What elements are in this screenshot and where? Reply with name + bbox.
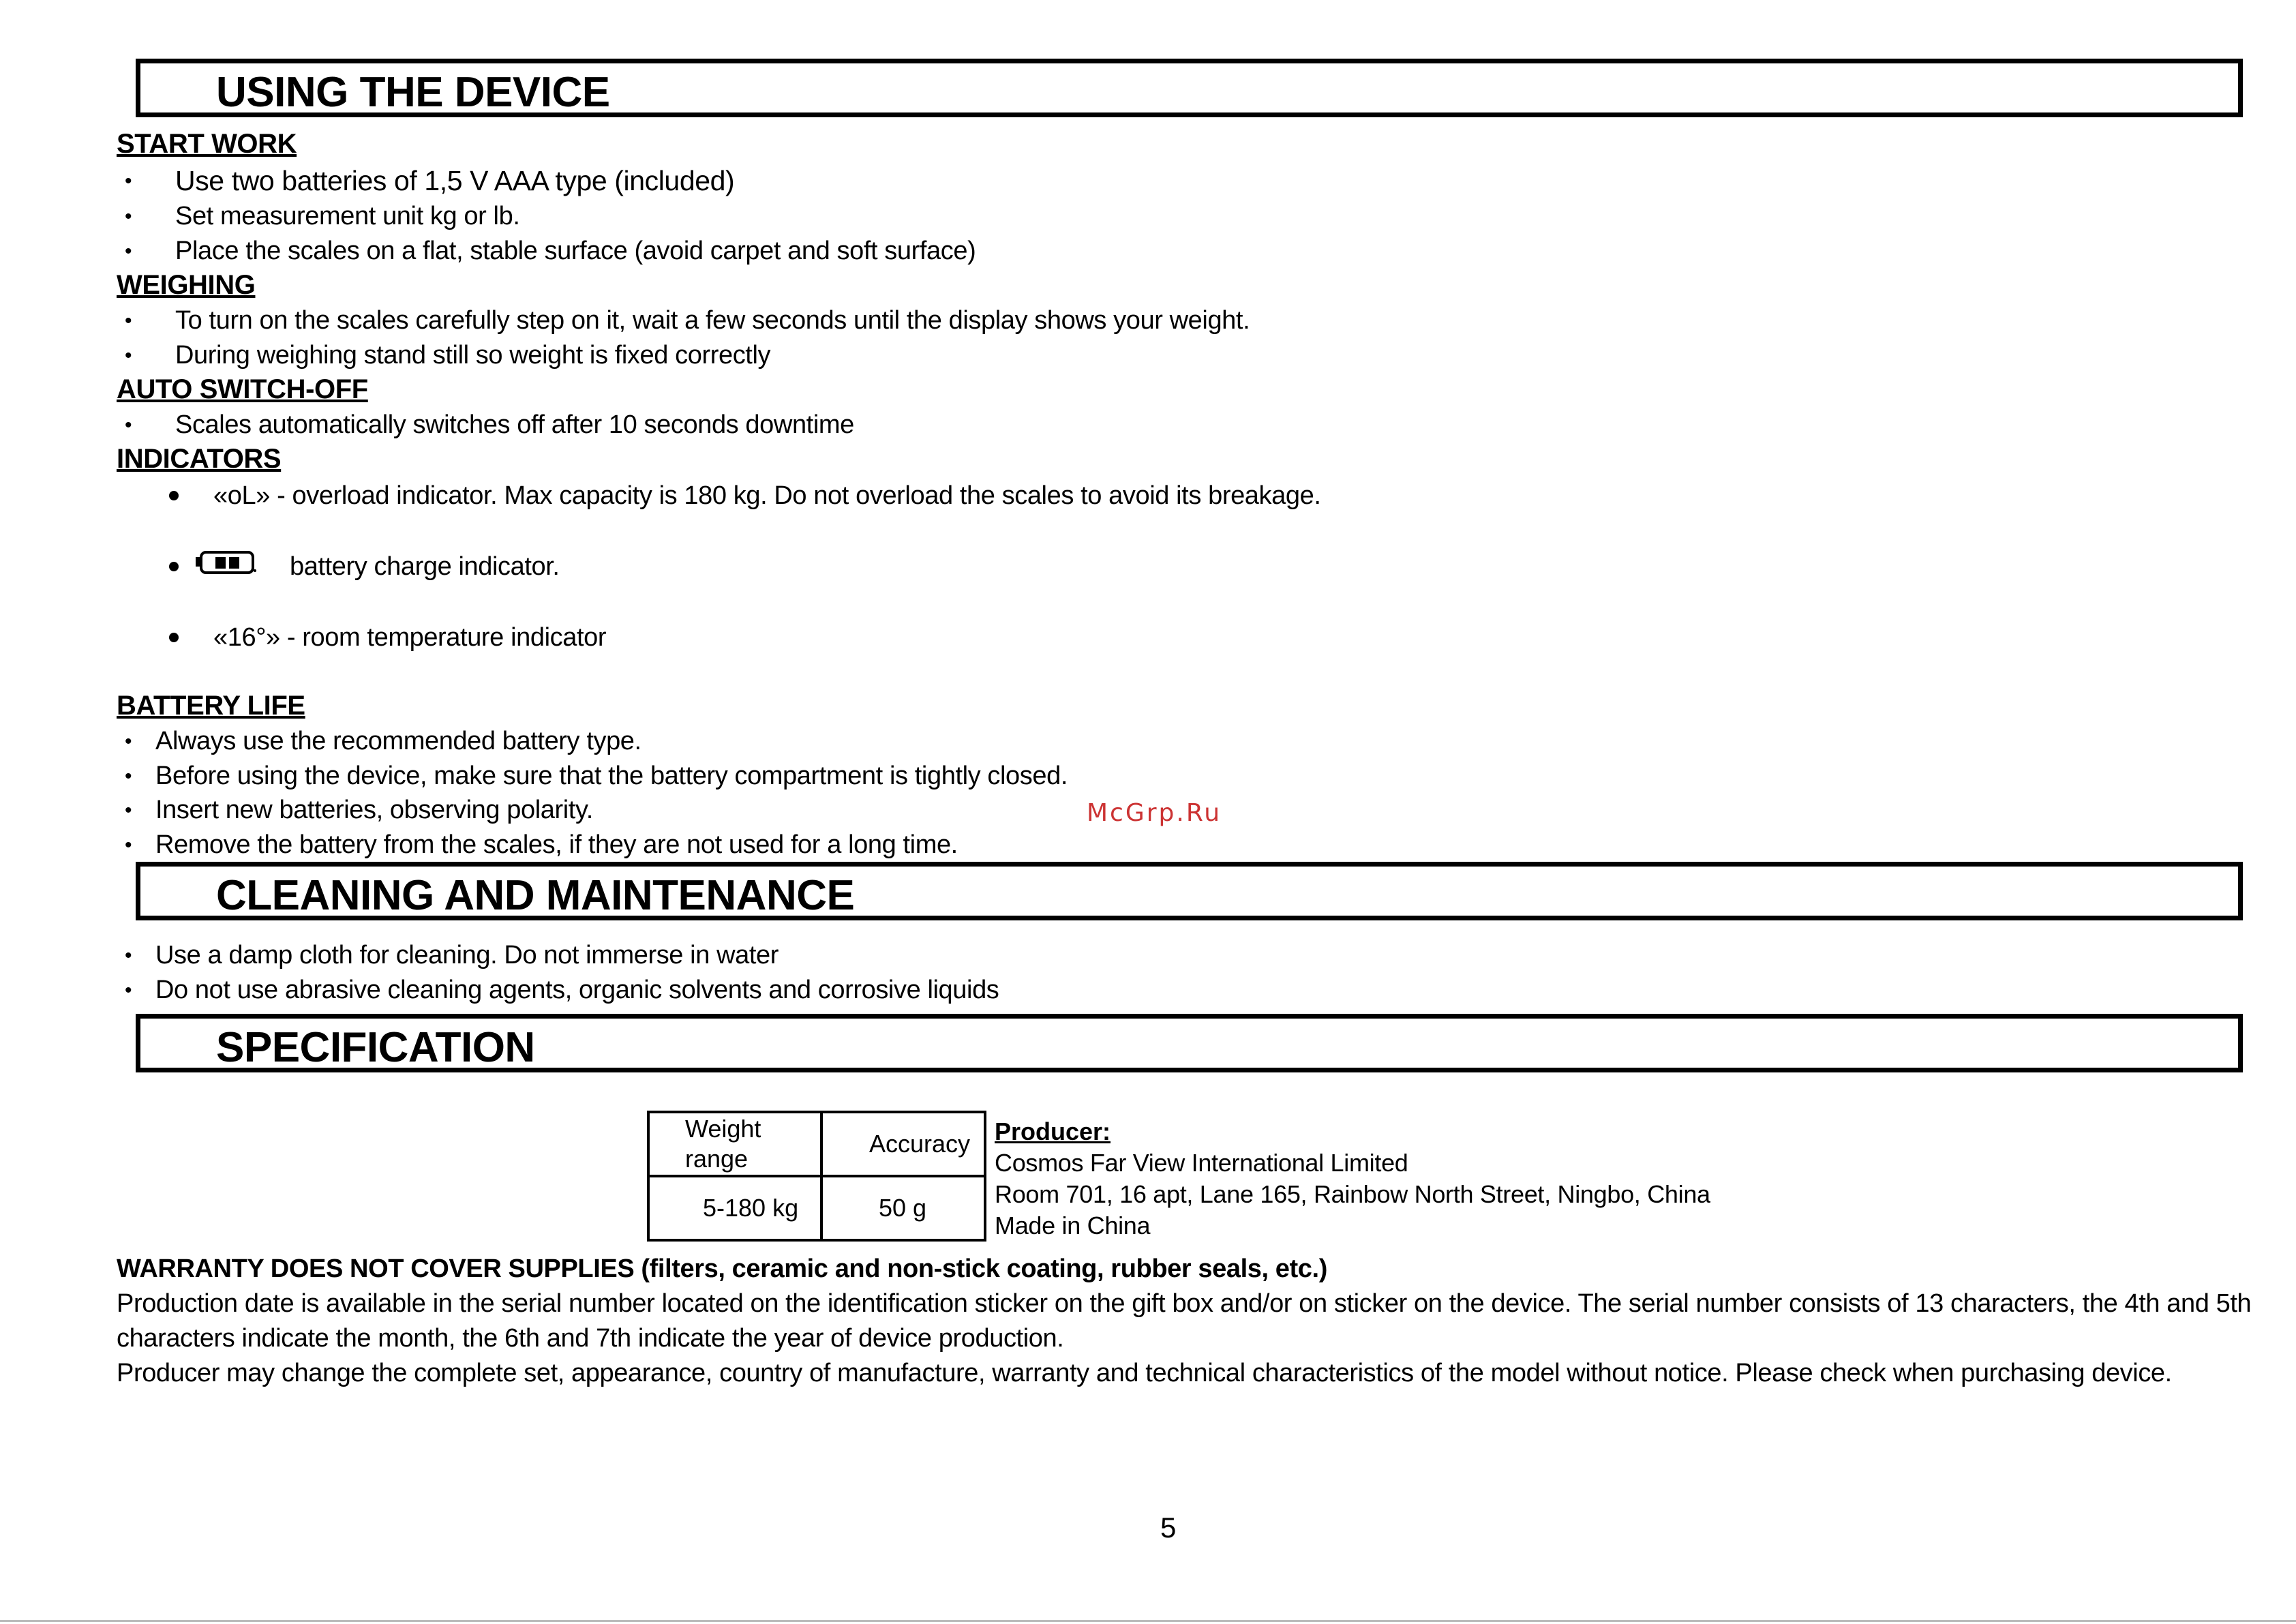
spec-table bbox=[647, 1111, 986, 1242]
watermark: McGrp.Ru bbox=[1087, 799, 1222, 827]
subheading-auto-switch-off: AUTO SWITCH-OFF bbox=[117, 374, 368, 404]
warranty-text: characters indicate the month, the 6th and 7th indicate the year of device production. bbox=[117, 1324, 1064, 1353]
table-row bbox=[648, 1112, 985, 1176]
section-header-specification bbox=[136, 1014, 2243, 1072]
list-item: Always use the recommended battery type. bbox=[155, 727, 641, 755]
producer-line: Room 701, 16 apt, Lane 165, Rainbow North Street, Ningbo, China bbox=[995, 1180, 1710, 1208]
table-row bbox=[648, 1176, 985, 1240]
bullet: • bbox=[125, 765, 132, 787]
list-item: To turn on the scales carefully step on it, wait a few seconds until the display shows your weight. bbox=[175, 306, 1250, 335]
table-header-text: Accuracy bbox=[868, 1130, 970, 1158]
warranty-text: Production date is available in the serial number located on the identification sticker on the gift box and/or on sticker on the device. The serial number consists of 13 characters, the 4th and 5th bbox=[117, 1289, 2252, 1318]
section-title: USING THE DEVICE bbox=[216, 69, 610, 116]
section-header-cleaning bbox=[136, 862, 2243, 920]
bullet: • bbox=[125, 414, 132, 436]
section-header-using bbox=[136, 59, 2243, 117]
table-header-line: range bbox=[685, 1145, 749, 1173]
list-item: Scales automatically switches off after 10 seconds downtime bbox=[175, 410, 854, 439]
page-number: 5 bbox=[1160, 1512, 1177, 1544]
list-item: battery charge indicator. bbox=[290, 552, 560, 581]
subheading-battery-life: BATTERY LIFE bbox=[117, 691, 305, 721]
section-title: CLEANING AND MAINTENANCE bbox=[216, 872, 855, 919]
table-header-accuracy bbox=[821, 1112, 985, 1176]
table-cell-text: 50 g bbox=[879, 1194, 927, 1222]
list-item: «oL» - overload indicator. Max capacity is 180 kg. Do not overload the scales to avoid its breakage. bbox=[213, 481, 1321, 510]
bullet: • bbox=[125, 730, 132, 753]
warranty-heading: WARRANTY DOES NOT COVER SUPPLIES (filters, ceramic and non-stick coating, rubber seals, etc.) bbox=[117, 1254, 1327, 1283]
bullet: • bbox=[125, 944, 132, 967]
bullet: • bbox=[125, 979, 132, 1002]
list-item: Use a damp cloth for cleaning. Do not immerse in water bbox=[155, 941, 779, 969]
list-item: Insert new batteries, observing polarity. bbox=[155, 796, 593, 824]
bullet-dot bbox=[169, 491, 179, 500]
subheading-start-work: START WORK bbox=[117, 129, 297, 159]
list-item: «16°» - room temperature indicator bbox=[213, 623, 607, 652]
table-header-weight bbox=[648, 1112, 821, 1176]
subheading-weighing: WEIGHING bbox=[117, 270, 256, 300]
bullet-dot bbox=[169, 633, 179, 642]
table-cell-text: 5-180 kg bbox=[703, 1194, 799, 1222]
producer-line: Made in China bbox=[995, 1212, 1151, 1239]
table-header-line: Weight bbox=[685, 1115, 761, 1143]
list-item: During weighing stand still so weight is fixed correctly bbox=[175, 341, 771, 370]
list-item: Place the scales on a flat, stable surface (avoid carpet and soft surface) bbox=[175, 237, 976, 265]
list-item: Remove the battery from the scales, if they are not used for a long time. bbox=[155, 830, 958, 859]
bullet: • bbox=[125, 205, 132, 228]
bullet: • bbox=[125, 344, 132, 367]
producer-line: Cosmos Far View International Limited bbox=[995, 1149, 1408, 1177]
bullet: • bbox=[125, 240, 132, 262]
battery-icon bbox=[195, 551, 258, 575]
list-item: Use two batteries of 1,5 V AAA type (included) bbox=[175, 165, 735, 196]
bullet: • bbox=[125, 834, 132, 856]
bullet-dot bbox=[169, 562, 179, 571]
warranty-text: Producer may change the complete set, appearance, country of manufacture, warranty and technical characteristics of the model without notice. Please check when purchasing device. bbox=[117, 1359, 2172, 1387]
table-cell-accuracy bbox=[821, 1176, 985, 1240]
list-item: Set measurement unit kg or lb. bbox=[175, 202, 520, 230]
bullet: • bbox=[125, 170, 132, 192]
table-cell-weight bbox=[648, 1176, 821, 1240]
bullet: • bbox=[125, 310, 132, 332]
subheading-indicators: INDICATORS bbox=[117, 444, 282, 474]
producer-label: Producer: bbox=[995, 1117, 1111, 1145]
bullet: • bbox=[125, 799, 132, 822]
section-title: SPECIFICATION bbox=[216, 1024, 535, 1071]
page-bottom-divider bbox=[0, 1620, 2296, 1622]
list-item: Do not use abrasive cleaning agents, organic solvents and corrosive liquids bbox=[155, 976, 999, 1004]
list-item: Before using the device, make sure that the battery compartment is tightly closed. bbox=[155, 762, 1068, 790]
